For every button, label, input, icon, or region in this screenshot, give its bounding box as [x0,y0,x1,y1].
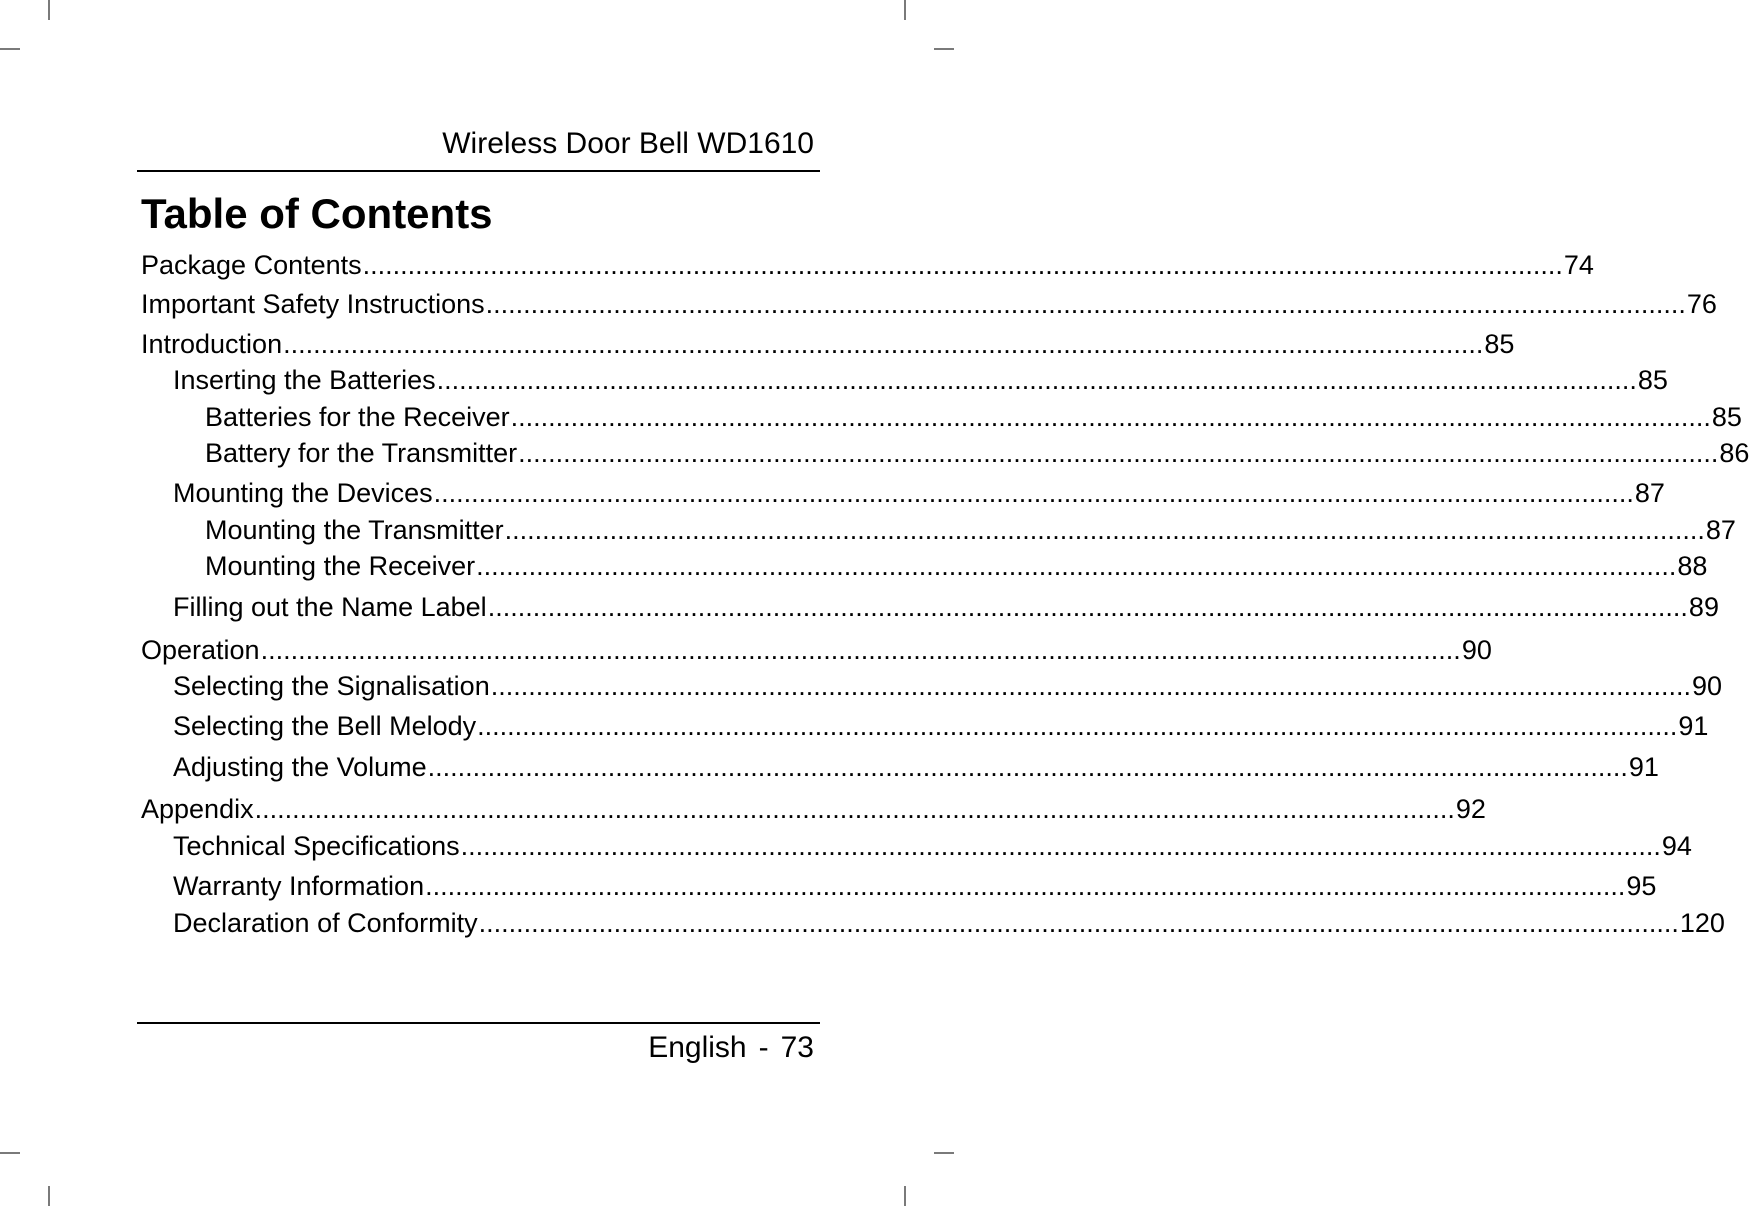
toc-dot-leader: ................................................................................................................................................................ [518,438,1719,468]
toc-entry-label: Mounting the Receiver [205,551,476,581]
toc-entry-page: 87 [1634,478,1665,508]
toc-entry-page: 94 [1661,831,1692,861]
crop-mark-top-left [48,0,50,20]
toc-entry-label: Inserting the Batteries [173,365,436,395]
toc-entry[interactable] [205,436,1749,470]
toc-dot-leader: ................................................................................................................................................................ [510,402,1711,432]
toc-entry-label: Package Contents [141,250,362,280]
toc-entry[interactable] [205,400,1742,434]
toc-entry-page: 74 [1563,250,1594,280]
toc-dot-leader: ................................................................................................................................................................ [477,711,1678,741]
toc-dot-leader: ................................................................................................................................................................ [478,908,1679,938]
toc-entry-label: Batteries for the Receiver [205,402,510,432]
crop-mark-bottom-right [904,1186,906,1206]
toc-entry[interactable] [205,513,1736,547]
toc-dot-leader: ................................................................................................................................................................ [487,592,1688,622]
toc-entry-label: Declaration of Conformity [173,908,478,938]
crop-mark-top-right [904,0,906,20]
toc-entry-page: 95 [1626,871,1657,901]
toc-entry-page: 87 [1705,515,1736,545]
toc-entry[interactable] [141,327,1515,361]
crop-mark-bottom-right [934,1152,954,1154]
toc-entry-page: 89 [1688,592,1719,622]
toc-entry-page: 85 [1484,329,1515,359]
crop-mark-bottom-left [0,1152,20,1154]
toc-dot-leader: ................................................................................................................................................................ [427,752,1628,782]
toc-dot-leader: ................................................................................................................................................................ [436,365,1637,395]
crop-mark-top-left [0,48,20,50]
toc-entry-label: Introduction [141,329,283,359]
toc-entry-page: 85 [1637,365,1668,395]
toc-dot-leader: ................................................................................................................................................................ [260,635,1461,665]
toc-entry-label: Battery for the Transmitter [205,438,518,468]
toc-entry-page: 120 [1679,908,1725,938]
toc-entry[interactable] [173,750,1659,784]
toc-entry[interactable] [173,590,1719,624]
toc-dot-leader: ................................................................................................................................................................ [476,551,1677,581]
toc-dot-leader: ................................................................................................................................................................ [504,515,1705,545]
toc-dot-leader: ................................................................................................................................................................ [460,831,1661,861]
toc-entry-label: Mounting the Devices [173,478,433,508]
footer-rule [137,1022,820,1024]
toc-entry[interactable] [173,363,1668,397]
toc-dot-leader: ................................................................................................................................................................ [490,671,1691,701]
crop-mark-top-right [934,48,954,50]
toc-heading: Table of Contents [141,190,493,237]
toc-entry-page: 86 [1719,438,1749,468]
crop-mark-bottom-left [48,1186,50,1206]
toc-entry[interactable] [141,792,1486,826]
toc-dot-leader: ................................................................................................................................................................ [485,289,1686,319]
toc-entry[interactable] [173,709,1709,743]
toc-entry-label: Operation [141,635,260,665]
toc-entry-label: Selecting the Signalisation [173,671,490,701]
toc-entry[interactable] [141,287,1717,321]
toc-entry-label: Adjusting the Volume [173,752,427,782]
toc-entry-page: 76 [1686,289,1717,319]
footer-page-number: 73 [780,1031,814,1064]
footer-separator: - [758,1031,769,1064]
toc-entry-label: Warranty Information [173,871,425,901]
toc-entry[interactable] [141,248,1594,282]
toc-entry-page: 90 [1691,671,1722,701]
toc-entry-label: Important Safety Instructions [141,289,485,319]
toc-dot-leader: ................................................................................................................................................................ [254,794,1455,824]
toc-dot-leader: ................................................................................................................................................................ [425,871,1626,901]
toc-dot-leader: ................................................................................................................................................................ [362,250,1563,280]
footer-language: English [648,1031,747,1064]
toc-entry-page: 91 [1628,752,1659,782]
toc-entry[interactable] [205,549,1708,583]
toc-entry[interactable] [141,633,1492,667]
product-title: Wireless Door Bell WD1610 [442,127,814,160]
page-footer [648,1030,814,1066]
toc-entry-label: Mounting the Transmitter [205,515,504,545]
toc-entry-label: Selecting the Bell Melody [173,711,477,741]
toc-entry-page: 85 [1711,402,1742,432]
toc-entry[interactable] [173,906,1725,940]
toc-entry[interactable] [173,829,1692,863]
toc-entry[interactable] [173,869,1657,903]
toc-entry-page: 91 [1678,711,1709,741]
toc-dot-leader: ................................................................................................................................................................ [433,478,1634,508]
toc-entry[interactable] [173,669,1722,703]
toc-entry-page: 90 [1461,635,1492,665]
toc-entry-label: Technical Specifications [173,831,460,861]
toc-dot-leader: ................................................................................................................................................................ [283,329,1484,359]
toc-entry-label: Appendix [141,794,254,824]
toc-entry-page: 88 [1677,551,1708,581]
toc-entry[interactable] [173,476,1665,510]
toc-entry-page: 92 [1455,794,1486,824]
toc-entry-label: Filling out the Name Label [173,592,487,622]
header-rule [137,170,820,172]
